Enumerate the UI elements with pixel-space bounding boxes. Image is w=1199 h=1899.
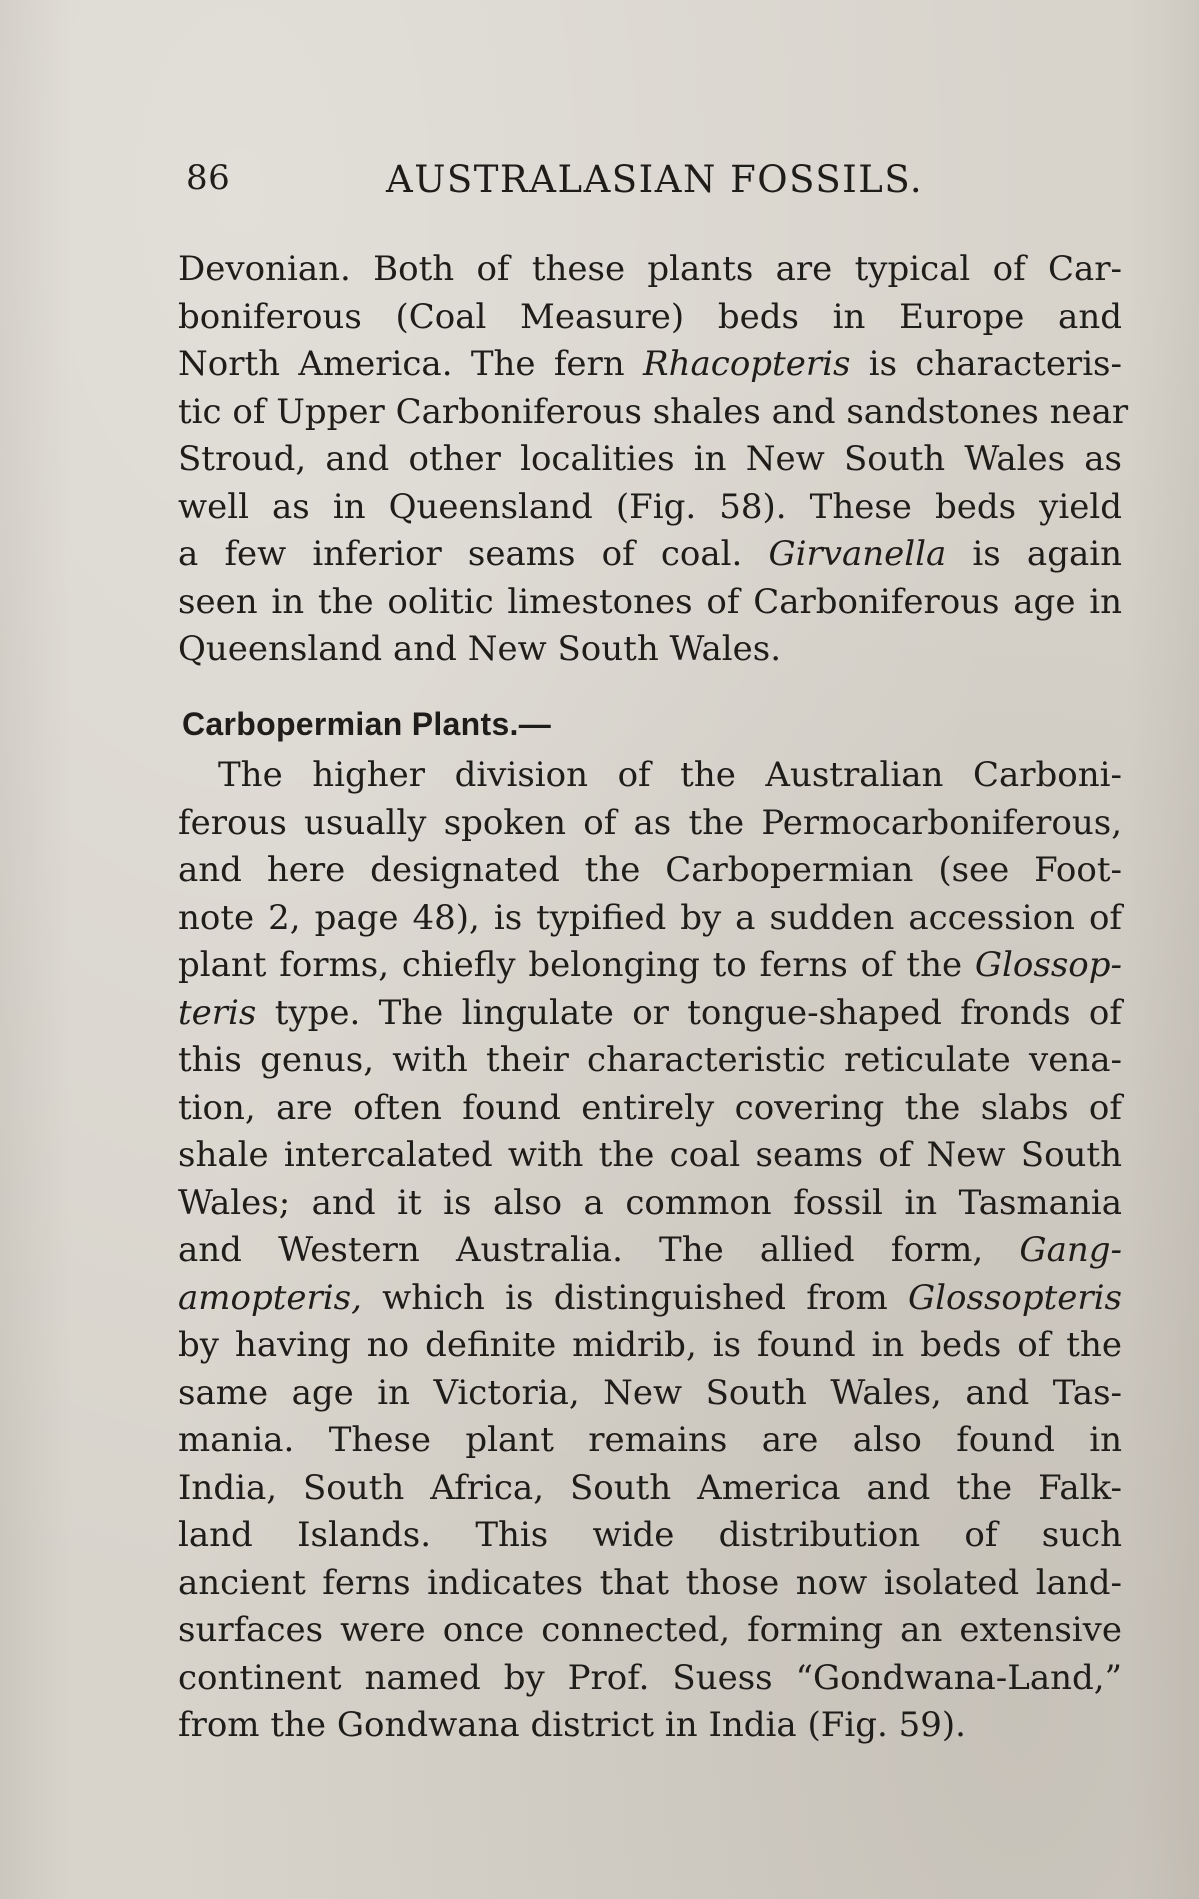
text-run: North America. The fern [178,344,644,384]
text-run: ferous usually spoken of as the Permocarboniferous, [178,802,1122,843]
text-run: and here designated the Carbopermian (see Foot- [178,850,1122,890]
text-line [178,1417,1122,1465]
text-run: The higher division of the Australian Carboni- [218,755,1122,795]
text-run: mania. These plant remains are also found in [178,1420,1122,1460]
text-run: and Western Australia. The allied form, [178,1230,1020,1270]
text-line [178,1607,1122,1655]
section-heading: Carbopermian Plants.— [182,706,552,742]
text-line [178,294,1122,342]
italic-term: amopteris, [178,1277,362,1318]
text-run: surfaces were once connected, forming an extensive [178,1610,1122,1650]
text-run: shale intercalated with the coal seams of New South [178,1135,1122,1175]
text-line [178,484,1122,532]
text-line [178,341,1122,389]
text-run: by having no definite midrib, is found in beds of the [178,1325,1122,1365]
italic-term: teris [178,992,257,1033]
text-line [178,990,1122,1038]
text-line [178,389,1129,437]
text-run: Devonian. Both of these plants are typical of Car- [178,249,1122,289]
paragraph-carbopermian-plants [178,752,1122,1750]
text-line [178,1322,1122,1370]
text-line [178,1085,1122,1133]
text-run: ancient ferns indicates that those now isolated land- [178,1562,1122,1603]
text-run: type. The lingulate or tongue-shaped fronds of [256,992,1122,1033]
text-line [178,1275,1122,1323]
text-line [178,1702,1122,1750]
text-line [178,942,1122,990]
text-run: tion, are often found entirely covering the slabs of [178,1087,1122,1128]
text-run: from the Gondwana district in India (Fig. 59). [178,1705,966,1745]
text-line [178,436,1122,484]
text-run: a few inferior seams of coal. [178,534,769,574]
text-run: boniferous (Coal Measure) beds in Europe and [178,296,1122,337]
text-run: Queensland and New South Wales. [178,629,782,669]
text-line [178,579,1122,627]
text-run: seen in the oolitic limestones of Carboniferous age in [178,581,1122,622]
running-title: AUSTRALASIAN FOSSILS. [386,158,924,201]
text-run: same age in Victoria, New South Wales, and Tas- [178,1372,1122,1413]
text-line [178,626,1122,674]
text-run: Stroud, and other localities in New South Wales as [178,439,1122,479]
text-line [178,1560,1122,1608]
text-line [178,1037,1122,1085]
text-line [178,1227,1122,1275]
text-run: plant forms, chiefly belonging to ferns of the [178,945,975,985]
italic-term: Glossopteris [908,1277,1122,1318]
text-line [178,1512,1122,1560]
text-line [178,752,1122,800]
text-line [178,1465,1122,1513]
text-line [178,531,1122,579]
text-line [178,847,1122,895]
text-line [178,1180,1122,1228]
text-run: well as in Queensland (Fig. 58). These beds yield [178,486,1122,527]
text-line [178,895,1122,943]
text-line [178,1655,1122,1703]
text-line [178,800,1122,848]
text-run: note 2, page 48), is typified by a sudden accession of [178,897,1122,938]
text-run: is again [946,534,1122,574]
text-run: is characteris- [850,344,1122,384]
text-run: which is distinguished from [361,1277,908,1318]
page-header [186,158,926,206]
text-line [178,1132,1122,1180]
text-run: Wales; and it is also a common fossil in Tasmania [178,1182,1122,1223]
text-run: continent named by Prof. Suess “Gondwana-Land,” [178,1657,1122,1698]
text-line [178,1370,1122,1418]
italic-term: Glossop- [974,945,1122,985]
text-run: land Islands. This wide distribution of such [178,1515,1122,1555]
text-line [178,246,1122,294]
text-run: this genus, with their characteristic reticulate vena- [178,1040,1122,1080]
italic-term: Gang- [1019,1230,1122,1270]
text-run: tic of Upper Carboniferous shales and sandstones near [178,391,1129,432]
italic-term: Rhacopteris [643,344,851,384]
text-run: India, South Africa, South America and the Falk- [178,1467,1122,1508]
paragraph-devonian-carboniferous [178,246,1129,674]
page-number: 86 [186,158,231,198]
italic-term: Girvanella [768,534,947,574]
